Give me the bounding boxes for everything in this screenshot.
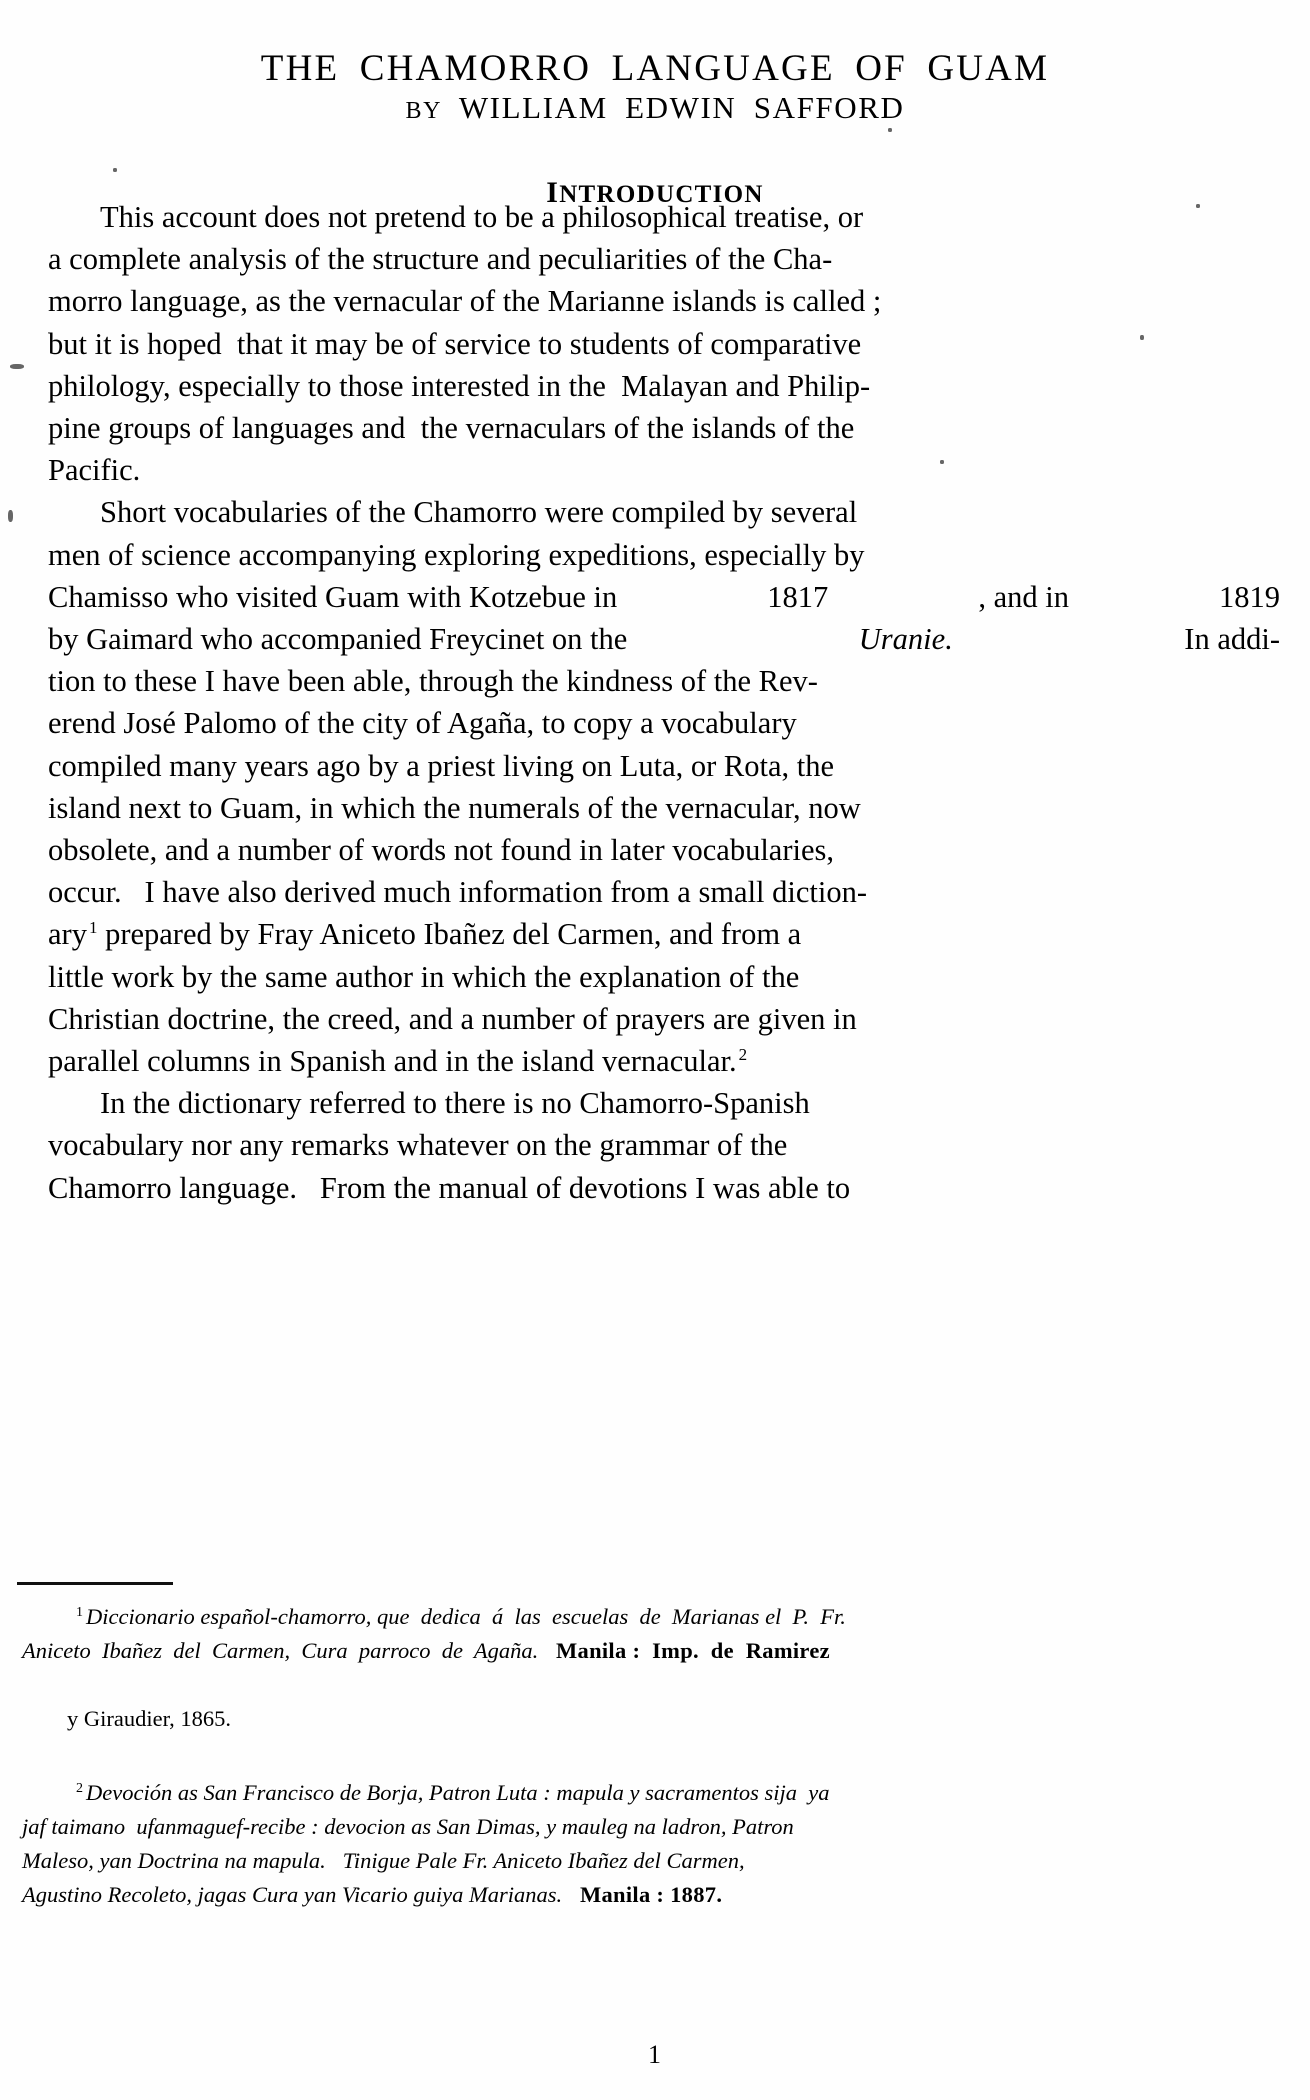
byline	[0, 90, 1310, 126]
text-line	[48, 998, 1280, 1040]
text-line	[48, 618, 1280, 660]
page-number: 1	[648, 2040, 662, 2069]
text-line	[48, 913, 1280, 955]
line-text: erend José Palomo of the city of Agaña, to copy a vocabulary	[48, 706, 797, 741]
text-line	[48, 534, 1280, 576]
footnote-text: y Giraudier, 1865.	[67, 1706, 232, 1731]
line-text: little work by the same author in which the explanation of the	[48, 959, 800, 994]
footnote-1	[22, 1600, 1280, 1770]
footnote-text: jaf taimano ufanmaguef-recibe : devocion as San Dimas, y mauleg na ladron, Patron	[22, 1814, 794, 1839]
text-line	[48, 449, 1280, 491]
footnote-marker-1: 1	[76, 1604, 83, 1620]
text-line	[48, 491, 1280, 533]
scan-speck	[113, 168, 117, 172]
footnote-line	[22, 1776, 1280, 1810]
line-text: vocabulary nor any remarks whatever on the grammar of the	[48, 1128, 788, 1163]
text-line	[48, 196, 1280, 238]
line-text: men of science accompanying exploring expeditions, especially by	[48, 537, 865, 572]
line-text: compiled many years ago by a priest living on Luta, or Rota, the	[48, 748, 835, 783]
footnote-reference-1[interactable]: 1	[88, 918, 98, 938]
footnote-imprint: Manila : 1887.	[579, 1882, 723, 1907]
scan-speck	[10, 364, 24, 369]
line-text: occur. I have also derived much information from a small diction-	[48, 875, 868, 910]
line-text-fragment: ary	[48, 917, 87, 952]
body-text	[48, 196, 1280, 1209]
line-text-fragment: prepared by Fray Aniceto Ibañez del Carmen, and from a	[97, 917, 802, 952]
line-text: a complete analysis of the structure and peculiarities of the Cha-	[48, 242, 833, 277]
paragraph-3	[48, 1082, 1280, 1209]
line-text: , and in	[978, 579, 1069, 614]
section-heading-initial: I	[546, 175, 560, 209]
footnotes	[22, 1600, 1280, 1918]
footnote-line	[22, 1878, 1280, 1912]
byline-author: WILLIAM EDWIN SAFFORD	[458, 90, 905, 125]
footnote-separator-rule	[17, 1582, 173, 1585]
line-text: morro language, as the vernacular of the Marianne islands is called ;	[48, 284, 882, 319]
page-title: THE CHAMORRO LANGUAGE OF GUAM	[260, 47, 1050, 89]
footnote-spacer	[562, 1882, 580, 1907]
text-line	[48, 280, 1280, 322]
footnote-text-italic: Agustino Recoleto, jagas Cura yan Vicario guiya Marianas.	[22, 1882, 563, 1907]
line-text: In the dictionary referred to there is no Chamorro-Spanish	[100, 1086, 810, 1121]
footnote-text: Maleso, yan Doctrina na mapula. Tinigue Pale Fr. Aniceto Ibañez del Carmen,	[22, 1848, 745, 1873]
text-line	[48, 829, 1280, 871]
text-line	[48, 1167, 1280, 1209]
text-line	[48, 1082, 1280, 1124]
line-text: Pacific.	[48, 453, 141, 488]
line-text: tion to these I have been able, through the kindness of the Rev-	[48, 664, 818, 699]
footnote-text-italic: Aniceto Ibañez del Carmen, Cura parroco de Agaña.	[22, 1638, 539, 1663]
section-heading-rest: NTRODUCTION	[559, 180, 764, 208]
text-line	[48, 576, 1280, 618]
footnote-line	[22, 1634, 1280, 1668]
text-line	[48, 238, 1280, 280]
ship-name-uranie: Uranie.	[858, 622, 953, 657]
footnote-line-text	[22, 1634, 830, 1668]
footnote-line	[22, 1810, 1280, 1844]
footnote-2	[22, 1776, 1280, 1912]
line-text: but it is hoped that it may be of service to students of comparative	[48, 326, 862, 361]
text-line	[48, 407, 1280, 449]
line-text: Chamorro language. From the manual of devotions I was able to	[48, 1170, 851, 1205]
footnote-text: Devoción as San Francisco de Borja, Patron Luta : mapula y sacramentos sija ya	[86, 1780, 830, 1805]
line-text: parallel columns in Spanish and in the island vernacular.	[48, 1044, 737, 1079]
footnote-line	[22, 1844, 1280, 1878]
text-line	[48, 323, 1280, 365]
line-text: philology, especially to those interested in the Malayan and Philip-	[48, 368, 871, 403]
text-line	[48, 787, 1280, 829]
text-line	[48, 365, 1280, 407]
text-line	[48, 956, 1280, 998]
line-text: island next to Guam, in which the numerals of the vernacular, now	[48, 790, 861, 825]
text-line	[48, 745, 1280, 787]
scan-speck	[888, 128, 892, 132]
byline-prefix: BY	[405, 98, 443, 124]
paragraph-2	[48, 491, 1280, 1082]
line-text: Short vocabularies of the Chamorro were compiled by several	[100, 495, 858, 530]
text-line	[48, 871, 1280, 913]
line-text: pine groups of languages and the vernaculars of the islands of the	[48, 411, 855, 446]
line-text: obsolete, and a number of words not found in later vocabularies,	[48, 833, 835, 868]
line-text	[48, 913, 801, 955]
footnote-line-text	[22, 1878, 722, 1912]
footnote-line-text	[76, 1776, 829, 1810]
scan-speck	[8, 510, 13, 522]
line-text: Chamisso who visited Guam with Kotzebue in	[48, 579, 618, 614]
text-line	[48, 1040, 1280, 1082]
footnote-text-roman	[538, 1638, 556, 1663]
footnote-line	[22, 1668, 1280, 1770]
line-text: In addi-	[1184, 622, 1280, 657]
line-text: by Gaimard who accompanied Freycinet on the	[48, 622, 628, 657]
line-text: This account does not pretend to be a philosophical treatise, or	[100, 200, 864, 234]
year-1819: 1819	[1218, 579, 1280, 614]
text-line	[48, 702, 1280, 744]
footnote-reference-2[interactable]: 2	[738, 1044, 748, 1064]
line-text: Christian doctrine, the creed, and a number of prayers are given in	[48, 1001, 857, 1036]
footnote-line	[22, 1600, 1280, 1634]
paragraph-1	[48, 196, 1280, 491]
year-1817: 1817	[767, 579, 829, 614]
footnote-line-text	[76, 1600, 846, 1634]
text-line	[48, 1124, 1280, 1166]
text-line	[48, 660, 1280, 702]
footnote-imprint: Manila : Imp. de Ramirez	[555, 1638, 830, 1663]
footnote-text: Diccionario español-chamorro, que dedica á las escuelas de Marianas el P. Fr.	[86, 1604, 846, 1629]
footnote-marker-2: 2	[76, 1780, 83, 1796]
